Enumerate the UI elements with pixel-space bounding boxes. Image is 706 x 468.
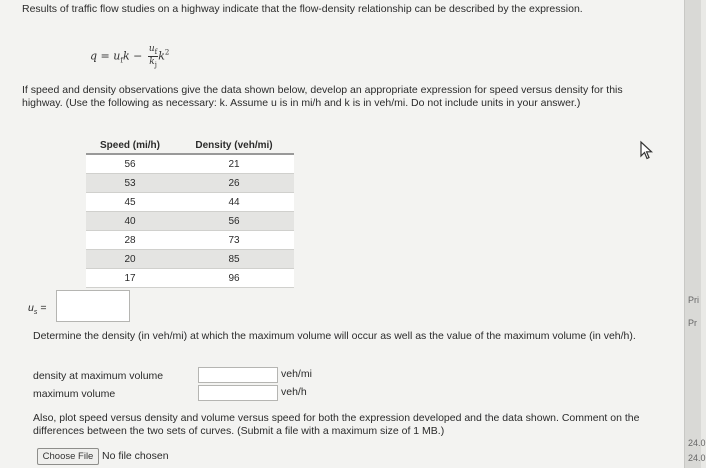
density-header: Density (veh/mi) xyxy=(174,138,294,154)
table-row: 56 21 xyxy=(86,154,294,174)
table-row: 28 73 xyxy=(86,231,294,250)
question3-text: Also, plot speed versus density and volume versus speed for both the expression developed and the data shown. Comment on the differences between the two sets of curves. (Submit a file with a maximum size of 1 MB.) xyxy=(33,412,640,437)
density-input[interactable] xyxy=(198,367,278,383)
flow-density-equation: $q = u_fk$ − $\frac{u_f}{k_j}$ $k^2$ xyxy=(90,44,170,69)
intro-text: Results of traffic flow studies on a highway indicate that the flow-density relationship can be described by the expression. xyxy=(22,3,583,15)
speed-expression-input[interactable] xyxy=(56,290,130,322)
speed-density-table xyxy=(86,138,294,288)
table-row: 20 85 xyxy=(86,250,294,269)
mouse-cursor-icon xyxy=(640,141,654,161)
volume-input[interactable] xyxy=(198,385,278,401)
question2-text: Determine the density (in veh/mi) at which the maximum volume will occur as well as the value of the maximum volume (in veh/h). xyxy=(33,330,636,342)
density-label: density at maximum volume xyxy=(33,370,164,382)
table-row: 17 96 xyxy=(86,269,294,288)
volume-unit: veh/h xyxy=(281,386,307,398)
side-panel-strip: Pri Pr 24.0 24.0 xyxy=(684,0,701,468)
choose-file-button[interactable]: Choose File xyxy=(37,448,99,465)
speed-header: Speed (mi/h) xyxy=(86,138,174,154)
volume-label: maximum volume xyxy=(33,388,116,400)
file-status: No file chosen xyxy=(102,450,169,462)
table-row: 45 44 xyxy=(86,193,294,212)
us-label: $u_s$ = xyxy=(28,302,47,317)
instruction-text: If speed and density observations give the data shown below, develop an appropriate expression for speed versus density for this highway. (Use the following as necessary: k. Assume u is in mi/h and k is in veh/mi. Do not include units in your answer.) xyxy=(22,84,623,109)
table-row: 40 56 xyxy=(86,212,294,231)
table-row: 53 26 xyxy=(86,174,294,193)
density-unit: veh/mi xyxy=(281,368,312,380)
